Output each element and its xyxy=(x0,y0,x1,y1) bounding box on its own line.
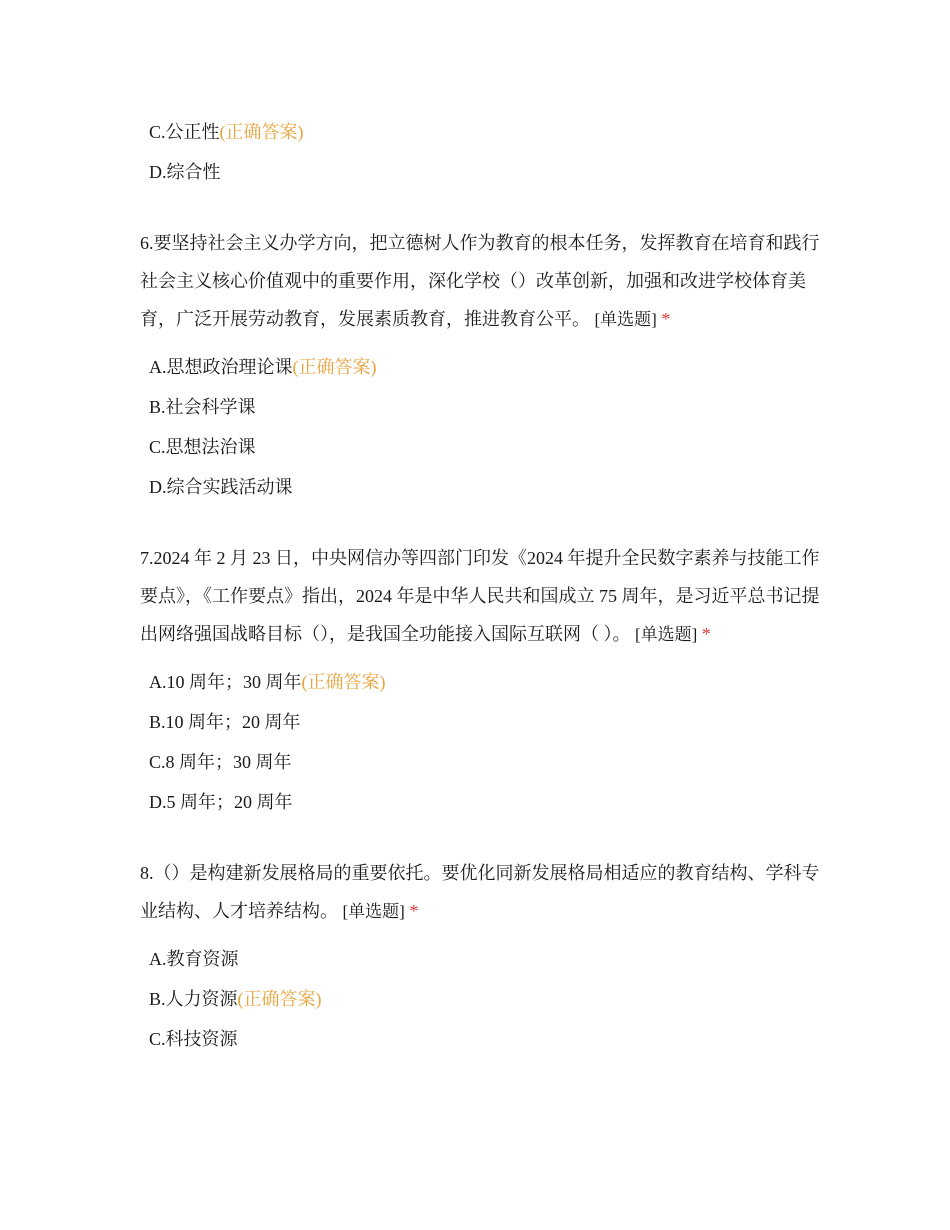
question-type: [单选题] xyxy=(342,902,405,921)
option-label: C.思想法治课 xyxy=(149,437,256,457)
option-a[interactable] xyxy=(140,662,820,702)
correct-answer-marker: (正确答案) xyxy=(301,672,386,692)
option-d[interactable] xyxy=(140,152,820,192)
question-8 xyxy=(140,854,820,1059)
option-label: A.10 周年；30 周年 xyxy=(149,672,302,692)
required-marker: * xyxy=(661,309,671,329)
option-label: A.思想政治理论课 xyxy=(149,357,293,377)
option-d[interactable] xyxy=(140,467,820,507)
option-label: C.8 周年；30 周年 xyxy=(149,752,292,772)
option-b[interactable] xyxy=(140,702,820,742)
option-label: D.5 周年；20 周年 xyxy=(149,792,293,812)
correct-answer-marker: (正确答案) xyxy=(219,122,304,142)
correct-answer-marker: (正确答案) xyxy=(292,357,377,377)
survey-page xyxy=(140,112,820,1059)
option-label: A.教育资源 xyxy=(149,949,239,969)
option-label: B.社会科学课 xyxy=(149,397,256,417)
option-label: D.综合性 xyxy=(149,162,221,182)
option-label: D.综合实践活动课 xyxy=(149,477,293,497)
option-a[interactable] xyxy=(140,939,820,979)
question-text: 6.要坚持社会主义办学方向，把立德树人作为教育的根本任务，发挥教育在培育和践行社会主义核心价值观中的重要作用，深化学校（）改革创新，加强和改进学校体育美育，广泛开展劳动教育，发展素质教育，推进教育公平。 [单选题] * xyxy=(140,233,820,329)
question-7 xyxy=(140,539,820,822)
question-6 xyxy=(140,224,820,507)
prev-question-options xyxy=(140,112,820,192)
option-a[interactable] xyxy=(140,347,820,387)
correct-answer-marker: (正确答案) xyxy=(237,989,322,1009)
option-d[interactable] xyxy=(140,782,820,822)
question-text: 7.2024 年 2 月 23 日，中央网信办等四部门印发《2024 年提升全民数字素养与技能工作要点》，《工作要点》指出，2024 年是中华人民共和国成立 75 周年，是习近平总书记提出网络强国战略目标（），是我国全功能接入国际互联网（ ）。 [单选题] * xyxy=(140,548,820,644)
option-label: B.人力资源 xyxy=(149,989,238,1009)
option-c[interactable] xyxy=(140,112,820,152)
question-type: [单选题] xyxy=(635,625,698,644)
required-marker: * xyxy=(701,624,711,644)
option-label: B.10 周年；20 周年 xyxy=(149,712,301,732)
option-b[interactable] xyxy=(140,387,820,427)
required-marker: * xyxy=(409,901,419,921)
question-type: [单选题] xyxy=(594,310,657,329)
option-b[interactable] xyxy=(140,979,820,1019)
option-label: C.科技资源 xyxy=(149,1029,238,1049)
option-label: C.公正性 xyxy=(149,122,220,142)
option-c[interactable] xyxy=(140,427,820,467)
option-c[interactable] xyxy=(140,1019,820,1059)
option-c[interactable] xyxy=(140,742,820,782)
question-text: 8.（）是构建新发展格局的重要依托。要优化同新发展格局相适应的教育结构、学科专业结构、人才培养结构。 [单选题] * xyxy=(140,863,820,921)
